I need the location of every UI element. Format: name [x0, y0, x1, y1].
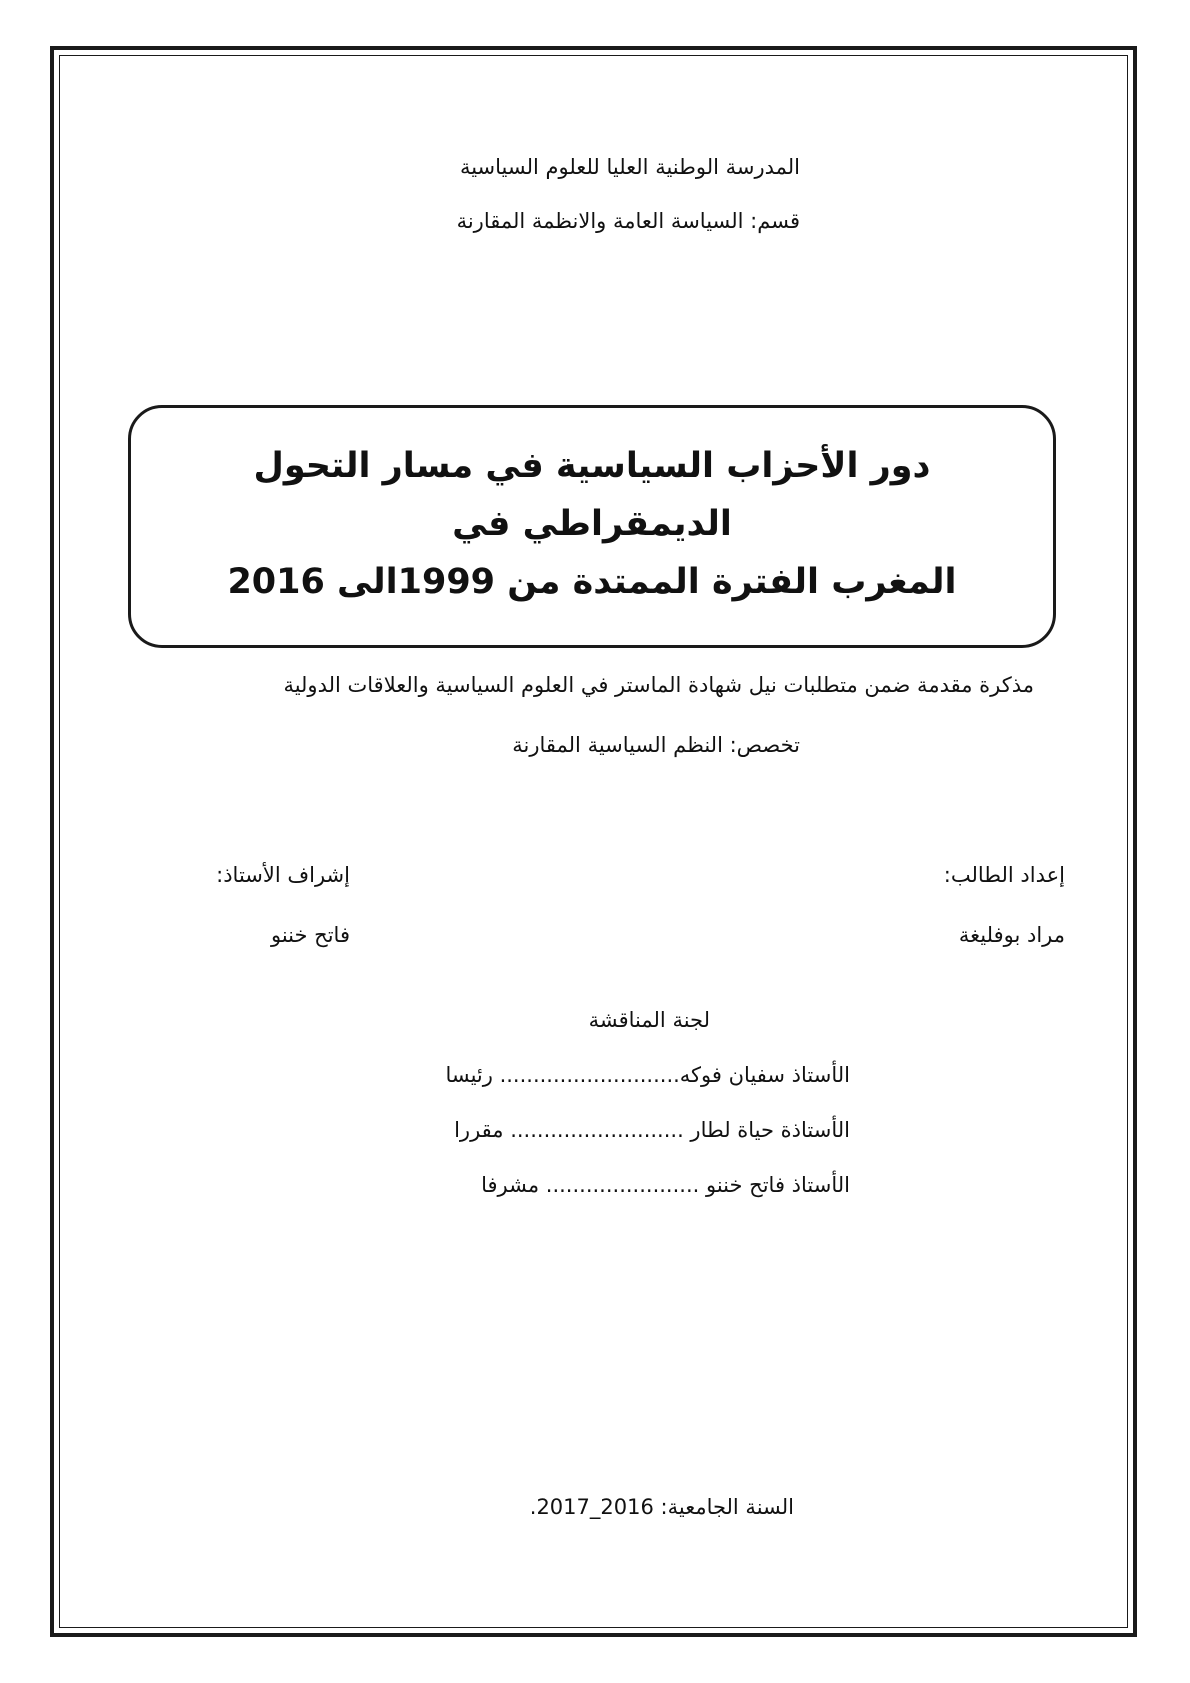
thesis-title: [162, 437, 1022, 611]
committee-heading: لجنة المناقشة: [588, 1008, 710, 1032]
specialty: تخصص: النظم السياسية المقارنة: [512, 733, 800, 757]
department-name: قسم: السياسة العامة والانظمة المقارنة: [456, 209, 800, 233]
school-name: المدرسة الوطنية العليا للعلوم السياسية: [459, 155, 800, 179]
page-border-inner: [59, 55, 1128, 1628]
committee-member: الأستاذة حياة لطار .......................... مقررا: [454, 1118, 850, 1142]
committee-member: الأستاذ فاتح خننو ....................... مشرفا: [481, 1173, 850, 1197]
student-name: مراد بوفليغة: [958, 923, 1065, 947]
supervisor-label: إشراف الأستاذ:: [216, 863, 350, 887]
supervisor-name: فاتح خننو: [270, 923, 350, 947]
thesis-title-line-2: المغرب الفترة الممتدة من 1999الى 2016: [227, 561, 957, 602]
title-box: [128, 405, 1056, 648]
student-label: إعداد الطالب:: [943, 863, 1065, 887]
thesis-title-line-1: دور الأحزاب السياسية في مسار التحول الديمقراطي في: [253, 445, 931, 544]
academic-year: السنة الجامعية: 2016_2017.: [529, 1495, 794, 1519]
memo-description: مذكرة مقدمة ضمن متطلبات نيل شهادة الماستر في العلوم السياسية والعلاقات الدولية: [283, 673, 1034, 697]
committee-member: الأستاذ سفيان فوكه........................... رئيسا: [445, 1063, 850, 1087]
